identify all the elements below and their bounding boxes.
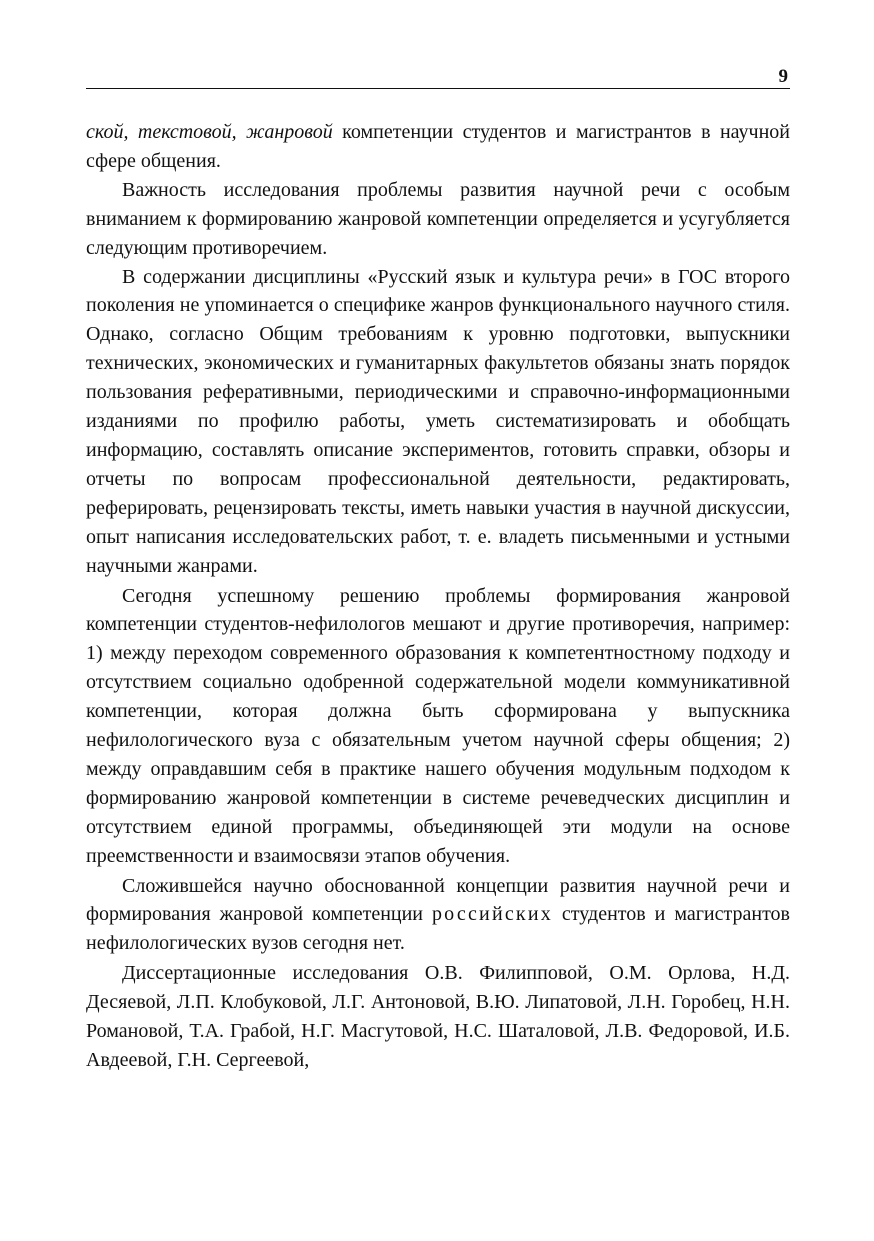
header-rule bbox=[86, 88, 790, 89]
spaced-emphasis: российских bbox=[431, 903, 553, 926]
page-number: 9 bbox=[778, 66, 788, 87]
paragraph-1-text: компетенции студентов и магистрантов в научной сфере общения. bbox=[86, 121, 790, 172]
paragraph-5 bbox=[86, 872, 790, 959]
paragraph-1 bbox=[86, 118, 790, 176]
paragraph-3: В содержании дисциплины «Русский язык и культура речи» в ГОС второго поколения не упоминается о специфике жанров функционального научного стиля. Однако, согласно Общим требованиям к уровню подготовки, выпускники технических, экономических и гуманитарных факультетов обязаны знать порядок пользования реферативными, периодическими и справочно-информационными изданиями по профилю работы, уметь систематизировать и обобщать информацию, составлять описание экспериментов, готовить справки, обзоры и отчеты по вопросам профессиональной деятельности, редактировать, реферировать, рецензировать тексты, иметь навыки участия в научной дискуссии, опыт написания исследовательских работ, т. е. владеть письменными и устными научными жанрами. bbox=[86, 265, 790, 577]
paragraph-6: Диссертационные исследования О.В. Филипповой, О.М. Орлова, Н.Д. Десяевой, Л.П. Клобуковой, Л.Г. Антоновой, В.Ю. Липатовой, Л.Н. Горобец, Н.Н. Романовой, Т.А. Грабой, Н.Г. Масгутовой, Н.С. Шаталовой, Л.В. Федоровой, И.Б. Авдеевой, Г.Н. Сергеевой, bbox=[86, 962, 790, 1071]
italic-term-list: ской, текстовой, жанровой bbox=[86, 121, 333, 143]
paragraph-5-start: Сложившейся научно обоснованной концепции развития научной речи и формирования жанровой компетенции bbox=[86, 874, 790, 926]
paragraph-4: Сегодня успешному решению проблемы формирования жанровой компетенции студентов-нефилологов мешают и другие противоречия, например: 1) между переходом современного образования к компетентностному подходу и отсутствием социально одобренной содержательной модели коммуникативной компетенции, которая должна быть сформирована у выпускника нефилологического вуза с обязательным учетом научной сферы общения; 2) между оправдавшим себя в практике нашего обучения модульным подходом к формированию жанровой компетенции в системе речеведческих дисциплин и отсутствием единой программы, объединяющей эти модули на основе преемственности и взаимосвязи этапов обучения. bbox=[86, 584, 790, 867]
document-body bbox=[86, 118, 790, 1075]
paragraph-2: Важность исследования проблемы развития научной речи с особым вниманием к формированию жанровой компетенции определяется и усугубляется следующим противоречием. bbox=[86, 178, 790, 259]
paragraph-5-end: студентов и магистрантов нефилологических вузов сегодня нет. bbox=[86, 903, 790, 955]
